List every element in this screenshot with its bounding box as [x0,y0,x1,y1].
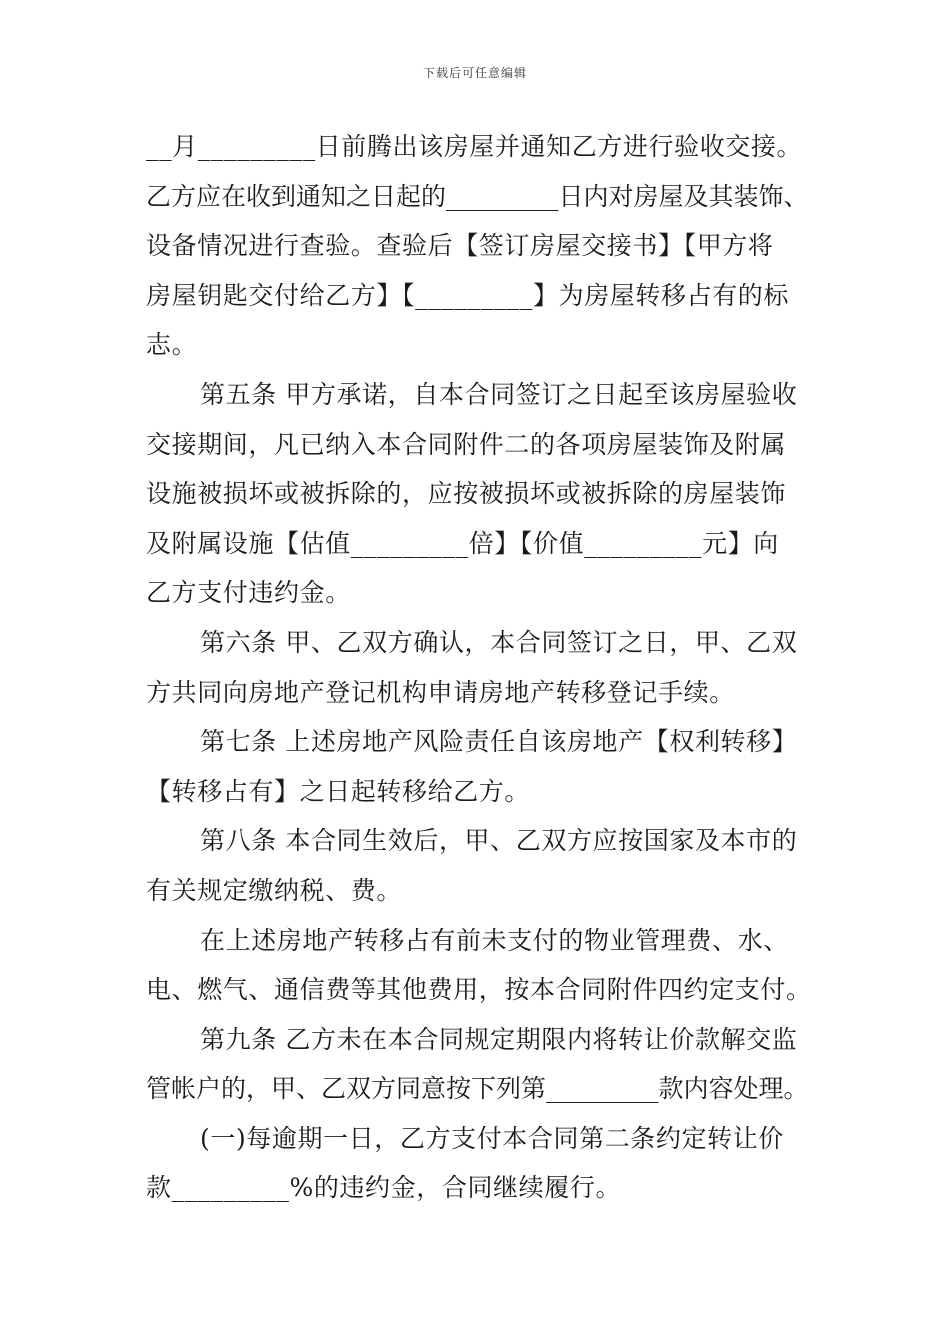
text-line: 设备情况进行查验。查验后【签订房屋交接书】【甲方将 [146,231,774,261]
text-line: 有关规定缴纳税、费。 [146,875,403,905]
text-line: 及附属设施【估值_________倍】【价值_________元】向 [146,528,779,558]
text-line: 乙方支付违约金。 [146,578,351,608]
text-line: 方共同向房地产登记机构申请房地产转移登记手续。 [146,677,735,707]
text-line: 管帐户的，甲、乙双方同意按下列第_________款内容处理。 [146,1074,809,1104]
text-line: 房屋钥匙交付给乙方】【_________】为房屋转移占有的标 [146,280,790,310]
page-header-note: 下载后可任意编辑 [422,66,527,80]
clause-1-line: (一)每逾期一日，乙方支付本合同第二条约定转让价 [200,1123,784,1153]
article-8-heading-line: 第八条 本合同生效后，甲、乙双方应按国家及本市的 [200,826,798,856]
contract-body [146,122,816,1213]
text-line: 款_________%的违约金，合同继续履行。 [146,1173,622,1203]
article-9-heading-line: 第九条 乙方未在本合同规定期限内将转让价款解交监 [200,1024,798,1054]
article-5-heading-line: 第五条 甲方承诺，自本合同签订之日起至该房屋验收 [200,379,798,409]
text-line: 乙方应在收到通知之日起的_________日内对房屋及其装饰、 [146,181,809,211]
text-line: 【转移占有】之日起转移给乙方。 [146,776,531,806]
article-6-heading-line: 第六条 甲、乙双方确认，本合同签订之日，甲、乙双 [200,627,798,657]
text-line: __月_________日前腾出该房屋并通知乙方进行验收交接。 [146,132,803,161]
text-line: 交接期间，凡已纳入本合同附件二的各项房屋装饰及附属 [146,429,787,459]
text-line: 电、燃气、通信费等其他费用，按本合同附件四约定支付。 [146,975,812,1005]
article-7-heading-line: 第七条 上述房地产风险责任自该房地产【权利转移】 [200,727,798,757]
paragraph-start-line: 在上述房地产转移占有前未支付的物业管理费、水、 [200,925,789,955]
text-line: 志。 [146,330,198,360]
text-line: 设施被损坏或被拆除的，应按被损坏或被拆除的房屋装饰 [146,479,787,509]
